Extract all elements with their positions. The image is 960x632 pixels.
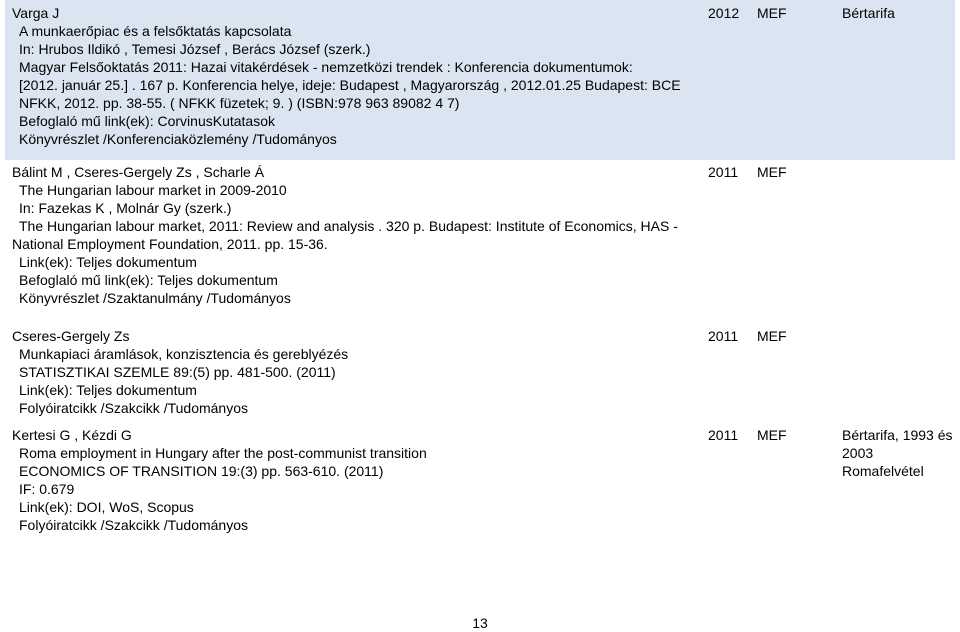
link-line: Befoglaló mű link(ek): CorvinusKutatasok	[19, 113, 276, 129]
link-line: Link(ek): DOI, WoS, Scopus	[19, 499, 194, 515]
source-line: NFKK, 2012. pp. 38-55. ( NFKK füzetek; 9. ) (ISBN:978 963 89082 4 7)	[19, 95, 460, 111]
editors: In: Hrubos Ildikó , Temesi József , Berács József (szerk.)	[19, 41, 371, 57]
type-line: Folyóiratcikk /Szakcikk /Tudományos	[19, 400, 248, 416]
authors: Cseres-Gergely Zs	[12, 328, 130, 344]
year-cell: 2011	[708, 164, 739, 180]
type-line: Könyvrészlet /Szaktanulmány /Tudományos	[19, 290, 291, 306]
note-cell: Bértarifa, 1993 és 2003 Romafelvétel	[842, 427, 953, 479]
citation-cell	[12, 4, 692, 148]
authors: Kertesi G , Kézdi G	[12, 427, 132, 443]
category-cell: MEF	[757, 5, 787, 21]
citation-cell	[12, 163, 692, 307]
table-row	[5, 0, 955, 161]
source-line: National Employment Foundation, 2011. pp. 15-36.	[12, 236, 328, 252]
source-line: Magyar Felsőoktatás 2011: Hazai vitakérdések - nemzetközi trendek : Konferencia dokumentumok:	[19, 59, 633, 75]
source-line: The Hungarian labour market, 2011: Review and analysis . 320 p. Budapest: Institute of Economics, HAS -	[19, 218, 678, 234]
authors: Bálint M , Cseres-Gergely Zs , Scharle Á	[12, 164, 265, 180]
note-cell: Bértarifa	[842, 5, 895, 21]
category-cell: MEF	[757, 427, 787, 443]
year-cell: 2011	[708, 427, 739, 443]
type-line: Folyóiratcikk /Szakcikk /Tudományos	[19, 517, 248, 533]
link-line: Befoglaló mű link(ek): Teljes dokumentum	[19, 272, 278, 288]
source-line: STATISZTIKAI SZEMLE 89:(5) pp. 481-500. (2011)	[19, 364, 336, 380]
editors: In: Fazekas K , Molnár Gy (szerk.)	[19, 200, 232, 216]
title: Munkapiaci áramlások, konzisztencia és gereblyézés	[19, 346, 349, 362]
year-cell: 2011	[708, 328, 739, 344]
citation-cell	[12, 426, 692, 534]
publication-table	[5, 0, 955, 543]
citation-cell	[12, 327, 692, 417]
table-row	[5, 323, 955, 422]
source-line: [2012. január 25.] . 167 p. Konferencia helye, ideje: Budapest , Magyarország , 2012.01.25 Budapest: BCE	[19, 77, 681, 93]
link-line: Link(ek): Teljes dokumentum	[19, 382, 197, 398]
page-number: 13	[472, 615, 488, 631]
link-line: Link(ek): Teljes dokumentum	[19, 254, 197, 270]
table-row	[5, 422, 955, 543]
table-row	[5, 161, 955, 323]
category-cell: MEF	[757, 164, 787, 180]
authors: Varga J	[12, 5, 60, 21]
year-cell: 2012	[708, 5, 740, 21]
source-line: ECONOMICS OF TRANSITION 19:(3) pp. 563-610. (2011)	[19, 463, 384, 479]
title: Roma employment in Hungary after the post-communist transition	[19, 445, 427, 461]
type-line: Könyvrészlet /Konferenciaközlemény /Tudományos	[19, 131, 337, 147]
title: The Hungarian labour market in 2009-2010	[19, 182, 287, 198]
title: A munkaerőpiac és a felsőktatás kapcsolata	[19, 23, 292, 39]
impact-factor: IF: 0.679	[19, 481, 75, 497]
category-cell: MEF	[757, 328, 787, 344]
